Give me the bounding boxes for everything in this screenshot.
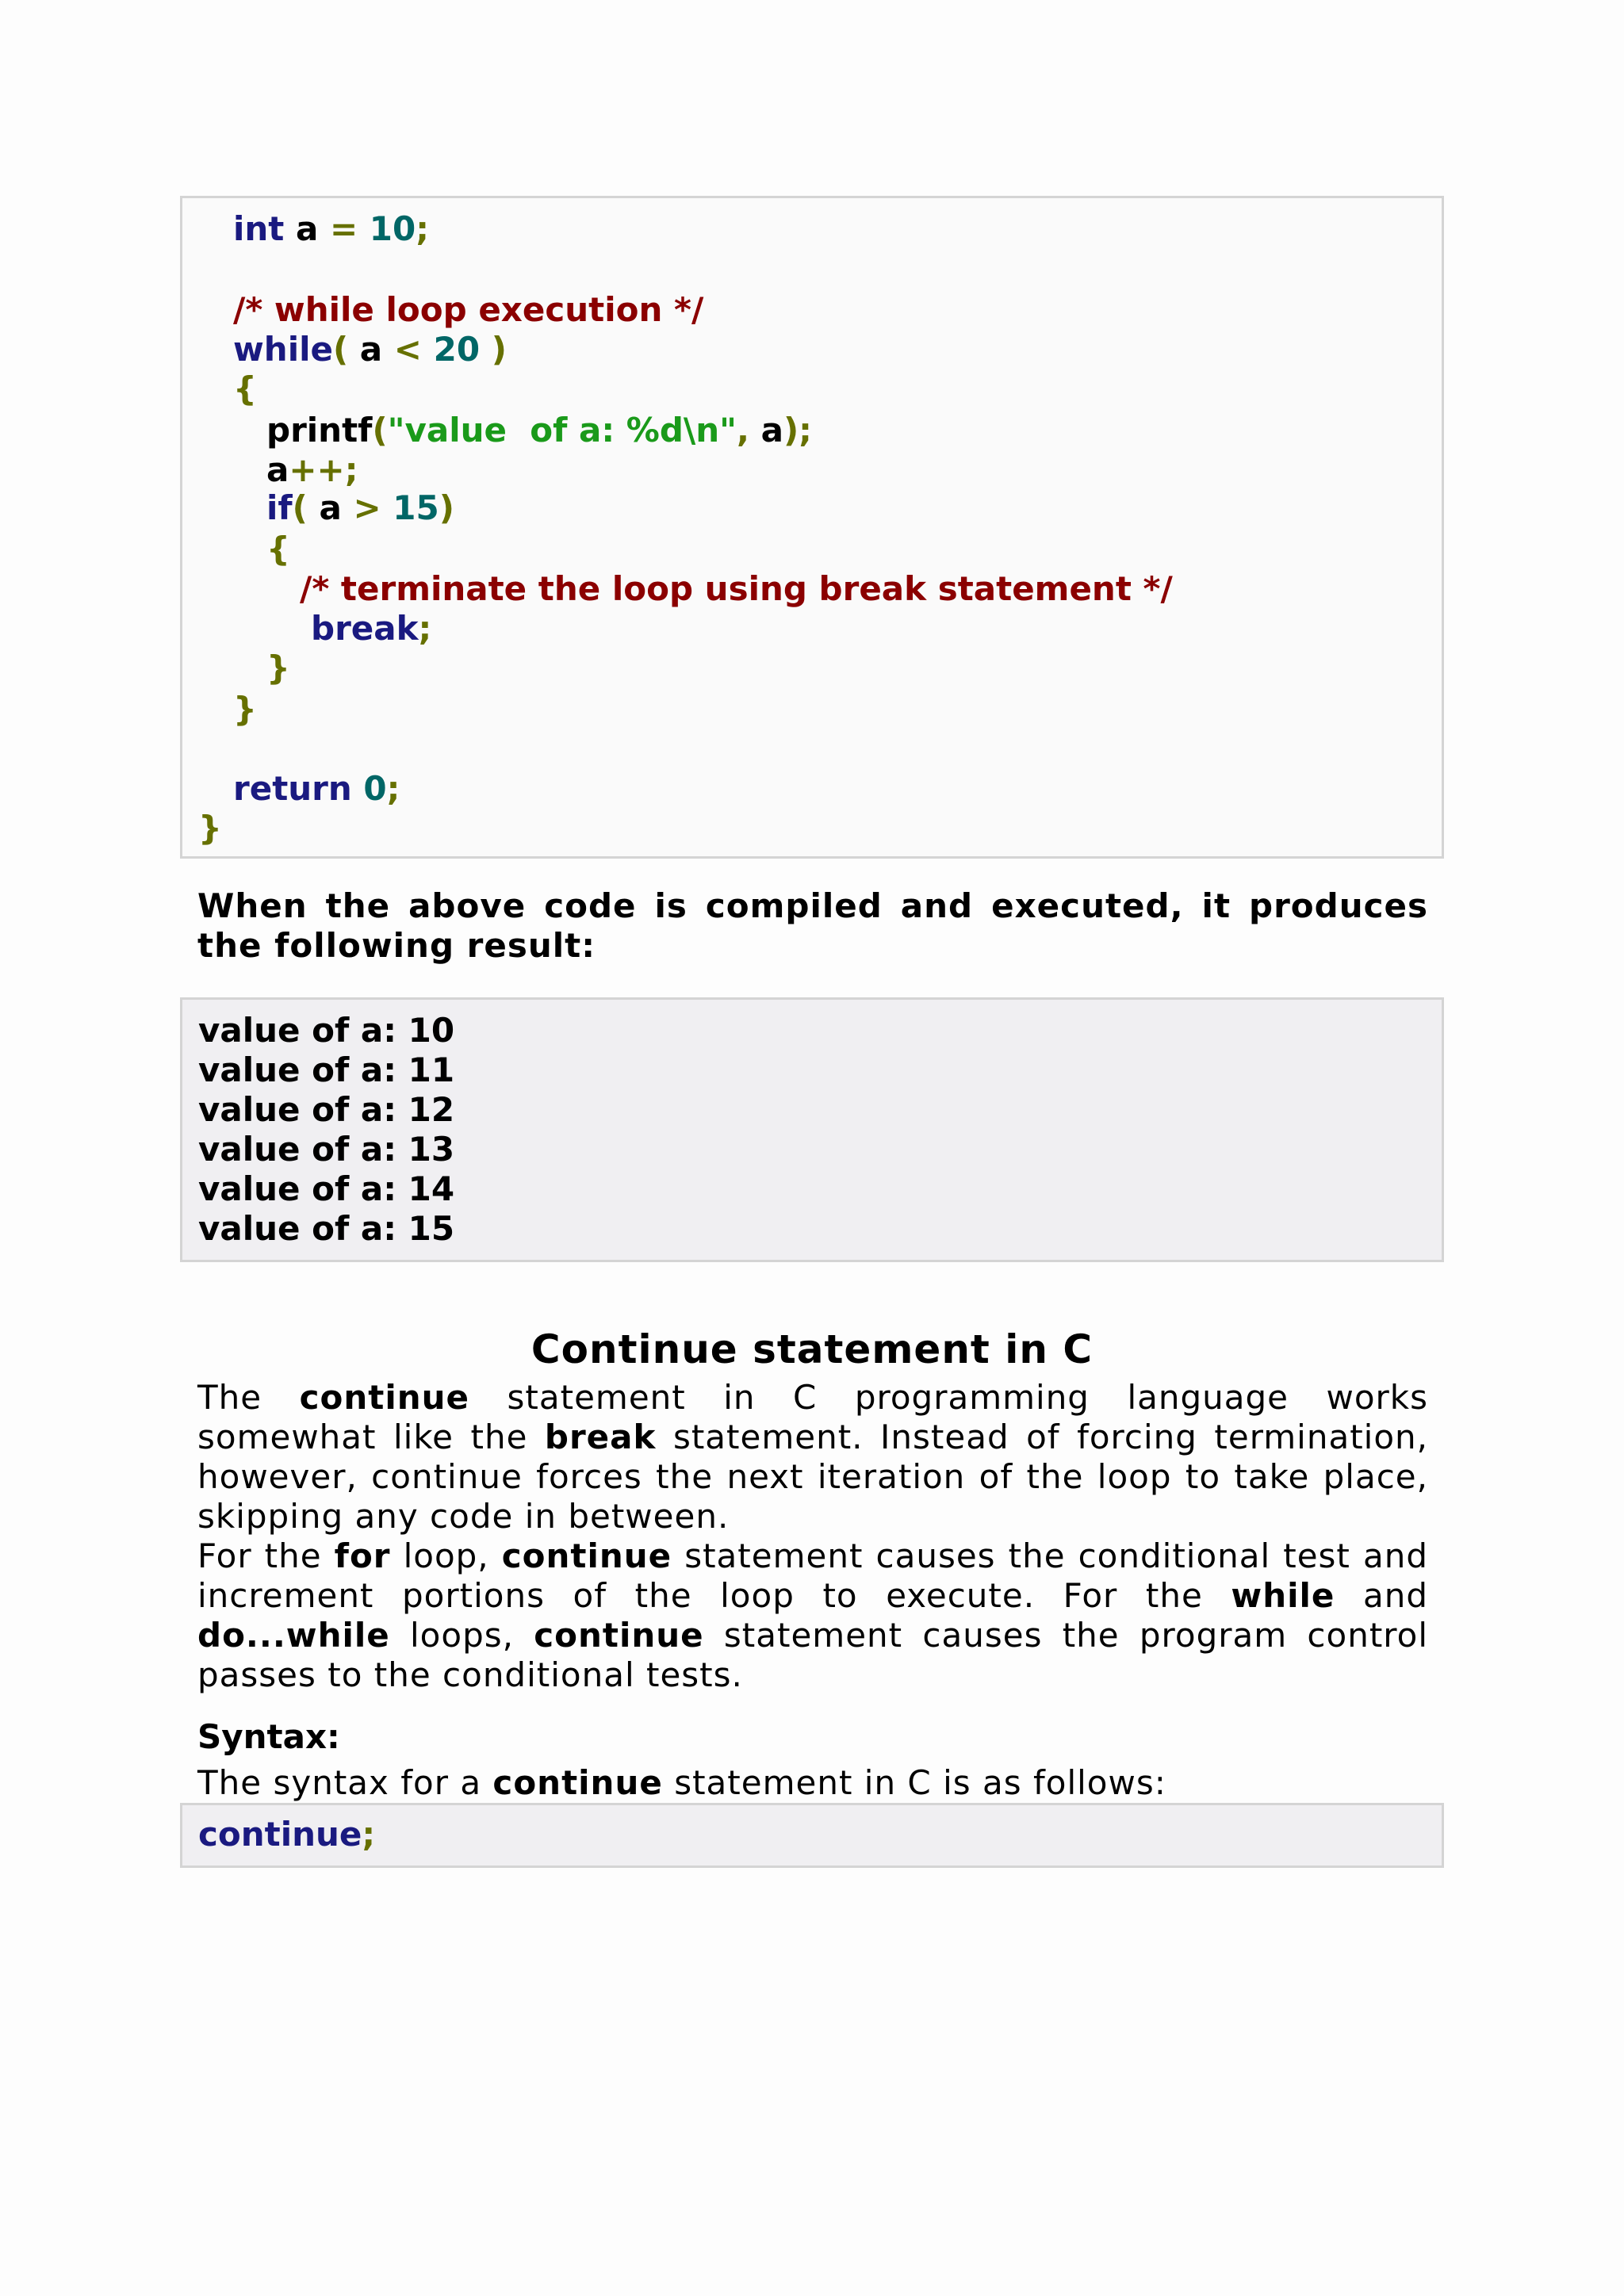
output-block xyxy=(180,997,1444,1262)
code-line: { xyxy=(266,530,290,568)
code-line: if( a > 15) xyxy=(266,488,454,527)
section-heading: Continue statement in C xyxy=(530,1326,1094,1372)
syntax-code: continue; xyxy=(198,1815,376,1854)
output-line: value of a: 12 xyxy=(198,1090,455,1129)
code-line: } xyxy=(233,690,257,729)
output-line: value of a: 15 xyxy=(198,1209,455,1248)
code-line: int a = 10; xyxy=(233,209,430,248)
output-line: value of a: 10 xyxy=(198,1011,455,1050)
code-line: { xyxy=(233,369,257,408)
code-line: a++; xyxy=(266,450,358,489)
output-line: value of a: 13 xyxy=(198,1130,455,1169)
code-line: break; xyxy=(311,609,432,648)
syntax-intro: The syntax for a continue statement in C is as follows: xyxy=(197,1763,1166,1802)
syntax-label: Syntax: xyxy=(197,1717,340,1756)
paragraph-continue-loops: For the for loop, continue statement causes the conditional test and increment portions of the loop to execute. For the while and do...while loops, continue statement causes the program control passes to the conditional tests. xyxy=(197,1536,1428,1694)
output-line: value of a: 14 xyxy=(198,1169,455,1208)
paragraph-continue-intro: The continue statement in C programming language works somewhat like the break statement. Instead of forcing termination, however, continue forces the next iteration of the loop to take place, skipping any code in between. xyxy=(197,1378,1429,1536)
code-line: printf("value of a: %d\n", a); xyxy=(266,411,812,450)
code-line: } xyxy=(266,649,290,687)
code-block xyxy=(180,196,1444,859)
code-line: while( a < 20 ) xyxy=(233,330,507,369)
code-comment: /* terminate the loop using break statement */ xyxy=(300,569,1173,608)
output-line: value of a: 11 xyxy=(198,1050,455,1089)
code-comment: /* while loop execution */ xyxy=(233,290,704,329)
result-intro: When the above code is compiled and executed, it produces the following result: xyxy=(197,886,1428,965)
code-line: } xyxy=(198,809,222,848)
code-line: return 0; xyxy=(233,769,400,808)
syntax-code-block xyxy=(180,1803,1444,1868)
